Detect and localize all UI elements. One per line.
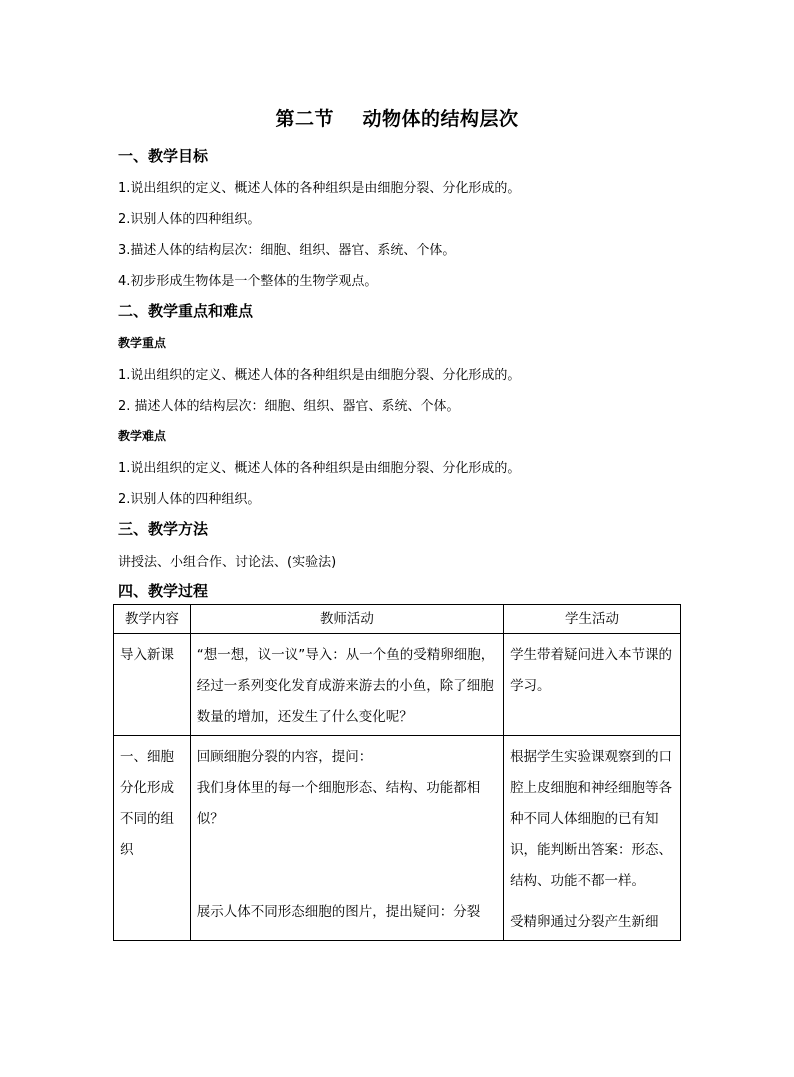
column-header: 学生活动 [504,605,681,634]
table-cell-student [504,634,681,736]
section-heading-key-difficult: 二、教学重点和难点 [118,302,254,320]
column-header: 教师活动 [190,605,503,634]
table-row [114,736,681,941]
teacher-activity-text: 我们身体里的每一个细胞形态、结构、功能都相似？ [196,780,481,827]
student-activity-text: 受精卵通过分裂产生新细 [510,914,659,930]
difficult-item-2: 2.识别人体的四种组织。 [118,492,261,507]
subheading-key-points: 教学重点 [118,336,167,350]
teacher-activity-text: “想一想，议一议”导入：从一个鱼的受精卵细胞，经过一系列变化发育成游来游去的小鱼，除了细胞数量的增加，还发生了什么变化呢？ [196,647,495,725]
table-cell-teacher [190,736,503,941]
table-row [114,634,681,736]
teacher-activity-text: 回顾细胞分裂的内容，提问： [196,749,373,765]
section-heading-methods: 三、教学方法 [118,520,209,538]
key-item-2: 2. 描述人体的结构层次：细胞、组织、器官、系统、个体。 [118,399,460,414]
section-heading-objectives: 一、教学目标 [118,147,209,165]
table-header-row [114,605,681,634]
objective-item-4: 4.初步形成生物体是一个整体的生物学观点。 [118,274,378,289]
table-cell-content: 导入新课 [114,634,191,736]
difficult-item-1: 1.说出组织的定义、概述人体的各种组织是由细胞分裂、分化形成的。 [118,461,521,476]
objective-item-3: 3.描述人体的结构层次：细胞、组织、器官、系统、个体。 [118,243,456,258]
process-table [113,604,681,941]
table-cell-teacher [190,634,503,736]
objective-item-2: 2.识别人体的四种组织。 [118,212,261,227]
table-cell-student [504,736,681,941]
column-header: 教学内容 [114,605,191,634]
subheading-difficult-points: 教学难点 [118,429,167,443]
section-heading-process: 四、教学过程 [118,582,209,600]
student-activity-text: 学生带着疑问进入本节课的学习。 [510,647,673,694]
teacher-activity-text: 展示人体不同形态细胞的图片，提出疑问：分裂 [196,904,481,920]
page-title: 第二节 动物体的结构层次 [275,108,519,130]
key-item-1: 1.说出组织的定义、概述人体的各种组织是由细胞分裂、分化形成的。 [118,368,521,383]
student-activity-text: 根据学生实验课观察到的口腔上皮细胞和神经细胞等各种不同人体细胞的已有知识，能判断出答案：形态、结构、功能不都一样。 [510,749,673,889]
table-cell-content: 一、细胞分化形成不同的组织 [114,736,191,941]
methods-text: 讲授法、小组合作、讨论法、(实验法) [118,555,337,570]
objective-item-1: 1.说出组织的定义、概述人体的各种组织是由细胞分裂、分化形成的。 [118,181,521,196]
